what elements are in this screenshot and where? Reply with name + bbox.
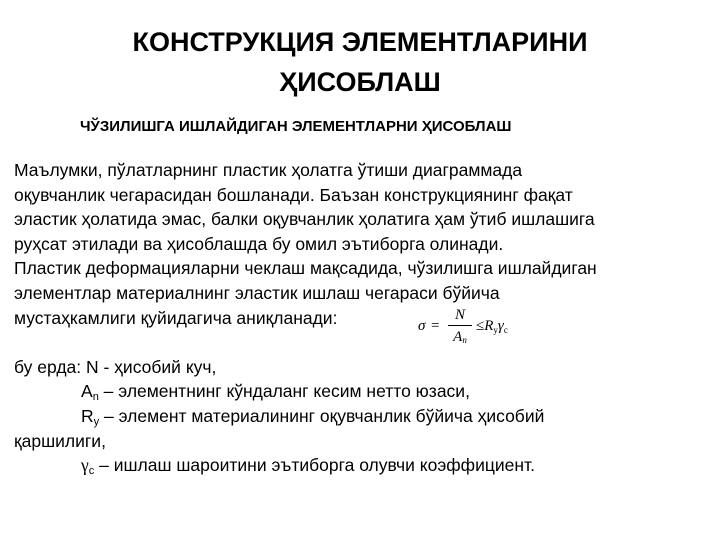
slide-subtitle: ЧЎЗИЛИШГА ИШЛАЙДИГАН ЭЛЕМЕНТЛАРНИ ҲИСОБЛАШ bbox=[80, 118, 512, 135]
definition-area bbox=[14, 379, 714, 404]
body-text bbox=[14, 158, 714, 478]
title-line-1: КОНСТРУКЦИЯ ЭЛЕМЕНТЛАРИНИ bbox=[132, 27, 588, 57]
formula-denominator bbox=[448, 328, 472, 346]
def-text: – ишлаш шароитини эътиборга олувчи коэффициент. bbox=[94, 455, 535, 476]
denominator-symbol: A bbox=[453, 329, 463, 345]
paragraph-line: оқувчанлик чегарасидан бошланади. Баъзан конструкциянинг фақат bbox=[14, 184, 573, 205]
def-symbol: R bbox=[81, 405, 94, 426]
def-symbol: A bbox=[81, 381, 93, 402]
def-subscript: c bbox=[88, 465, 95, 478]
formula-numerator: N bbox=[454, 307, 465, 323]
paragraph-line: элементлар материалнинг эластик ишлаш чегараси бўйича bbox=[14, 282, 500, 303]
def-subscript: n bbox=[92, 391, 99, 404]
paragraph-line: эластик ҳолатида эмас, балки оқувчанлик ҳолатига ҳам ўтиб ишлашига bbox=[14, 209, 595, 230]
definition-continuation: қаршилиги, bbox=[14, 430, 106, 451]
denominator-subscript: n bbox=[462, 335, 467, 345]
formula-rhs bbox=[476, 318, 508, 335]
formula-gamma: γ bbox=[497, 318, 504, 334]
paragraph-line: руҳсат этилади ва ҳисоблашда бу омил эътиборга олинади. bbox=[14, 233, 504, 254]
formula-sigma: σ bbox=[418, 318, 426, 334]
title-line-2: ҲИСОБЛАШ bbox=[279, 67, 441, 97]
formula-r-subscript: y bbox=[493, 325, 498, 335]
formula-fraction bbox=[448, 306, 472, 346]
paragraph-line: Пластик деформацияларни чеклаш мақсадида, чўзилишга ишлайдиган bbox=[14, 258, 597, 279]
where-line: бу ерда: N - ҳисобий куч, bbox=[14, 356, 217, 377]
def-subscript: y bbox=[93, 415, 100, 428]
definition-resistance bbox=[14, 404, 714, 429]
formula-r: R bbox=[484, 318, 494, 334]
fraction-bar bbox=[448, 325, 472, 326]
def-symbol: γ bbox=[81, 455, 89, 476]
formula-equals: = bbox=[431, 318, 440, 334]
slide-title bbox=[0, 22, 720, 102]
formula-gamma-subscript: c bbox=[503, 325, 508, 335]
blank-line bbox=[14, 330, 714, 355]
def-text: – элемент материалининг оқувчанлик бўйича ҳисобий bbox=[99, 405, 545, 426]
def-text: – элементнинг кўндаланг кесим нетто юзаси, bbox=[98, 381, 470, 402]
formula-relation: ≤ bbox=[476, 318, 485, 334]
paragraph-line: мустаҳкамлиги қуйидагича аниқланади: bbox=[14, 307, 338, 328]
definition-coefficient bbox=[14, 453, 714, 478]
paragraph-line: Маълумки, пўлатларнинг пластик ҳолатга ўтиши диаграммада bbox=[14, 160, 523, 180]
